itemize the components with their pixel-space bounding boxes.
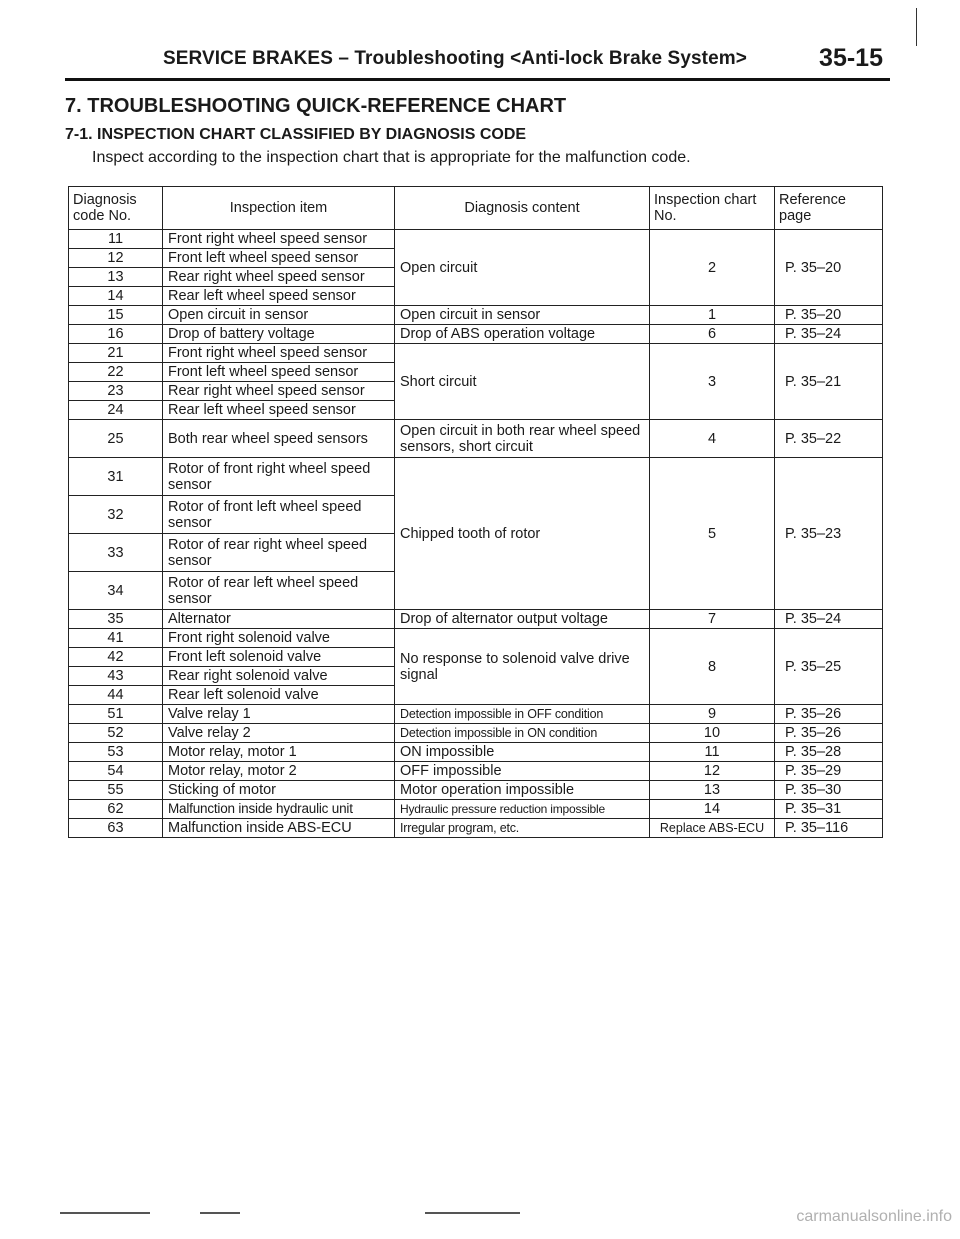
diagnosis-content: Open circuit in sensor [395, 306, 650, 325]
inspection-item: Front right wheel speed sensor [163, 344, 395, 363]
table-row [69, 800, 883, 819]
inspection-chart-no: 10 [650, 724, 775, 743]
inspection-chart-no: 5 [650, 458, 775, 610]
header-diagnosis-content: Diagnosis content [395, 187, 650, 230]
inspection-chart-no: 8 [650, 629, 775, 705]
diagnosis-content: Open circuit [395, 230, 650, 306]
table-row [69, 724, 883, 743]
header-inspection-chart-no: Inspection chart No. [650, 187, 775, 230]
diagnosis-code: 43 [69, 667, 163, 686]
inspection-item: Front left solenoid valve [163, 648, 395, 667]
table-row [69, 458, 883, 496]
reference-page: P. 35–24 [775, 325, 883, 344]
reference-page: P. 35–30 [775, 781, 883, 800]
table-row [69, 743, 883, 762]
inspection-item: Drop of battery voltage [163, 325, 395, 344]
inspection-chart-no: Replace ABS-ECU [650, 819, 775, 838]
inspection-item: Alternator [163, 610, 395, 629]
inspection-item: Rear left solenoid valve [163, 686, 395, 705]
diagnosis-code: 31 [69, 458, 163, 496]
inspection-item: Motor relay, motor 1 [163, 743, 395, 762]
diagnosis-code: 63 [69, 819, 163, 838]
inspection-item: Rotor of rear right wheel speed sensor [163, 534, 395, 572]
diagnosis-code: 12 [69, 249, 163, 268]
inspection-item: Front right wheel speed sensor [163, 230, 395, 249]
margin-mark [916, 8, 917, 46]
table-row [69, 819, 883, 838]
diagnosis-code: 44 [69, 686, 163, 705]
header-rule [65, 78, 890, 81]
diagnosis-code: 11 [69, 230, 163, 249]
inspection-item: Rear right solenoid valve [163, 667, 395, 686]
table-row [69, 610, 883, 629]
diagnosis-code: 34 [69, 572, 163, 610]
diagnosis-content: OFF impossible [395, 762, 650, 781]
diagnosis-content: Open circuit in both rear wheel speed sensors, short circuit [395, 420, 650, 458]
watermark: carmanualsonline.info [796, 1208, 952, 1225]
table-header-row [69, 187, 883, 230]
inspection-chart-no: 9 [650, 705, 775, 724]
reference-page: P. 35–23 [775, 458, 883, 610]
reference-page: P. 35–22 [775, 420, 883, 458]
subsection-title: 7-1. INSPECTION CHART CLASSIFIED BY DIAGNOSIS CODE [65, 126, 527, 143]
table-row [69, 230, 883, 249]
header-diagnosis-code: Diagnosis code No. [69, 187, 163, 230]
inspection-item: Front left wheel speed sensor [163, 363, 395, 382]
table-row [69, 629, 883, 648]
diagnosis-code: 54 [69, 762, 163, 781]
header-inspection-item: Inspection item [163, 187, 395, 230]
diagnosis-content: Irregular program, etc. [395, 819, 650, 838]
reference-page: P. 35–20 [775, 230, 883, 306]
header-reference-page: Reference page [775, 187, 883, 230]
table-row [69, 325, 883, 344]
diagnosis-code: 35 [69, 610, 163, 629]
inspection-item: Rotor of front left wheel speed sensor [163, 496, 395, 534]
page-header [163, 44, 883, 78]
table-row [69, 420, 883, 458]
inspection-chart-table [68, 186, 883, 838]
reference-page: P. 35–116 [775, 819, 883, 838]
inspection-item: Both rear wheel speed sensors [163, 420, 395, 458]
inspection-chart-no: 2 [650, 230, 775, 306]
inspection-item: Front right solenoid valve [163, 629, 395, 648]
reference-page: P. 35–28 [775, 743, 883, 762]
diagnosis-code: 32 [69, 496, 163, 534]
inspection-chart-no: 4 [650, 420, 775, 458]
inspection-chart-no: 13 [650, 781, 775, 800]
diagnosis-code: 23 [69, 382, 163, 401]
inspection-item: Valve relay 2 [163, 724, 395, 743]
inspection-item: Malfunction inside hydraulic unit [163, 800, 395, 819]
inspection-chart-no: 3 [650, 344, 775, 420]
diagnosis-content: Chipped tooth of rotor [395, 458, 650, 610]
table-row [69, 306, 883, 325]
diagnosis-code: 21 [69, 344, 163, 363]
inspection-item: Front left wheel speed sensor [163, 249, 395, 268]
inspection-item: Motor relay, motor 2 [163, 762, 395, 781]
inspection-chart-no: 12 [650, 762, 775, 781]
diagnosis-code: 41 [69, 629, 163, 648]
diagnosis-code: 13 [69, 268, 163, 287]
diagnosis-code: 52 [69, 724, 163, 743]
reference-page: P. 35–31 [775, 800, 883, 819]
inspection-chart-no: 14 [650, 800, 775, 819]
diagnosis-code: 53 [69, 743, 163, 762]
inspection-chart-no: 7 [650, 610, 775, 629]
table-row [69, 762, 883, 781]
table-row [69, 344, 883, 363]
footer-mark [60, 1212, 150, 1214]
inspection-item: Valve relay 1 [163, 705, 395, 724]
diagnosis-code: 42 [69, 648, 163, 667]
diagnosis-content: Motor operation impossible [395, 781, 650, 800]
inspection-item: Rotor of front right wheel speed sensor [163, 458, 395, 496]
inspection-chart-no: 1 [650, 306, 775, 325]
diagnosis-code: 33 [69, 534, 163, 572]
inspection-item: Rotor of rear left wheel speed sensor [163, 572, 395, 610]
diagnosis-code: 22 [69, 363, 163, 382]
footer-mark [425, 1212, 520, 1214]
header-title: SERVICE BRAKES – Troubleshooting <Anti-lock Brake System> [163, 48, 747, 69]
diagnosis-code: 14 [69, 287, 163, 306]
diagnosis-code: 16 [69, 325, 163, 344]
inspection-chart-no: 6 [650, 325, 775, 344]
diagnosis-code: 62 [69, 800, 163, 819]
diagnosis-content: Detection impossible in OFF condition [395, 705, 650, 724]
reference-page: P. 35–21 [775, 344, 883, 420]
reference-page: P. 35–20 [775, 306, 883, 325]
diagnosis-content: Hydraulic pressure reduction impossible [395, 800, 650, 819]
inspection-item: Rear right wheel speed sensor [163, 382, 395, 401]
reference-page: P. 35–26 [775, 705, 883, 724]
reference-page: P. 35–29 [775, 762, 883, 781]
reference-page: P. 35–25 [775, 629, 883, 705]
table-row [69, 705, 883, 724]
diagnosis-code: 25 [69, 420, 163, 458]
diagnosis-code: 15 [69, 306, 163, 325]
diagnosis-content: Drop of ABS operation voltage [395, 325, 650, 344]
inspection-item: Open circuit in sensor [163, 306, 395, 325]
reference-page: P. 35–24 [775, 610, 883, 629]
diagnosis-code: 55 [69, 781, 163, 800]
diagnosis-content: Drop of alternator output voltage [395, 610, 650, 629]
page-number: 35-15 [819, 44, 883, 72]
inspection-item: Rear left wheel speed sensor [163, 401, 395, 420]
inspection-chart-no: 11 [650, 743, 775, 762]
table-row [69, 781, 883, 800]
diagnosis-code: 24 [69, 401, 163, 420]
inspection-item: Sticking of motor [163, 781, 395, 800]
diagnosis-content: Short circuit [395, 344, 650, 420]
diagnosis-code: 51 [69, 705, 163, 724]
reference-page: P. 35–26 [775, 724, 883, 743]
inspection-item: Malfunction inside ABS-ECU [163, 819, 395, 838]
diagnosis-content: Detection impossible in ON condition [395, 724, 650, 743]
section-title: 7. TROUBLESHOOTING QUICK-REFERENCE CHART [65, 95, 567, 117]
inspection-item: Rear left wheel speed sensor [163, 287, 395, 306]
diagnosis-content: ON impossible [395, 743, 650, 762]
footer-mark [200, 1212, 240, 1214]
inspection-item: Rear right wheel speed sensor [163, 268, 395, 287]
diagnosis-content: No response to solenoid valve drive signal [395, 629, 650, 705]
intro-text: Inspect according to the inspection chart that is appropriate for the malfunction code. [92, 149, 691, 166]
